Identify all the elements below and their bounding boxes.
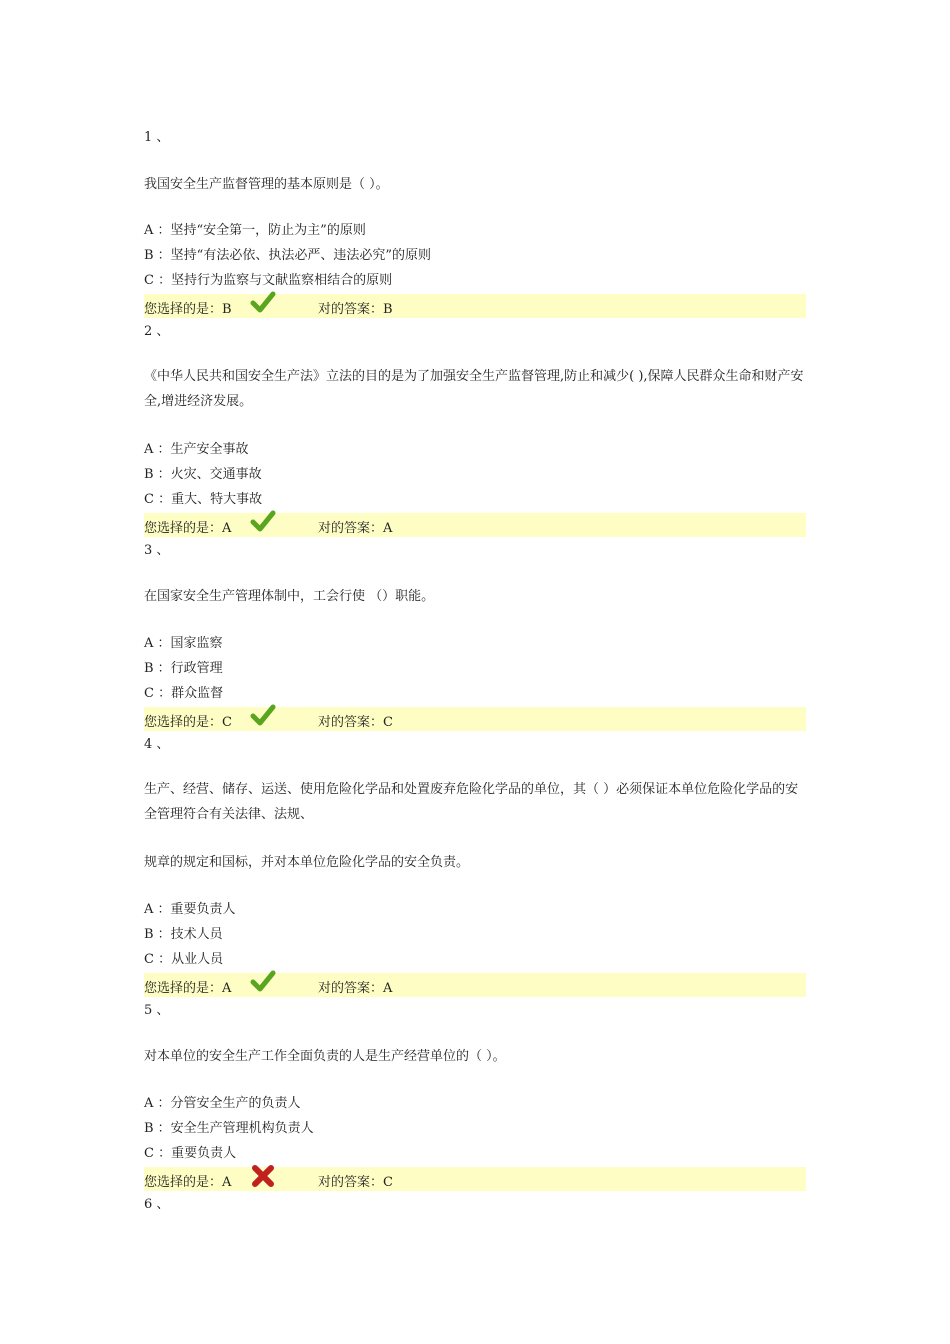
answer-result-bar bbox=[144, 707, 806, 731]
question-number: 4 、 bbox=[144, 737, 170, 752]
question-stem: 《中华人民共和国安全生产法》立法的目的是为了加强安全生产监督管理,防止和减少( ),保障人民群众生命和财产安全,增进经济发展。 bbox=[144, 369, 804, 409]
question-number: 2 、 bbox=[144, 324, 170, 339]
selected-answer: 您选择的是：C bbox=[144, 715, 232, 730]
selected-answer: 您选择的是：A bbox=[144, 981, 232, 996]
correct-answer: 对的答案：A bbox=[318, 521, 393, 536]
option-b: B ：安全生产管理机构负责人 bbox=[144, 1121, 314, 1136]
question-stem: 我国安全生产监督管理的基本原则是（ ）。 bbox=[144, 177, 389, 192]
option-a: A ：国家监察 bbox=[144, 636, 223, 651]
option-b: B ：行政管理 bbox=[144, 661, 223, 676]
option-b: B ：坚持“有法必依、执法必严、违法必究”的原则 bbox=[144, 248, 431, 263]
question-number: 5 、 bbox=[144, 1003, 170, 1018]
option-c: C ：坚持行为监察与文献监察相结合的原则 bbox=[144, 273, 393, 288]
option-b: B ：火灾、交通事故 bbox=[144, 467, 262, 482]
check-icon bbox=[250, 703, 276, 729]
option-a: A ：分管安全生产的负责人 bbox=[144, 1096, 301, 1111]
correct-answer: 对的答案：B bbox=[318, 302, 393, 317]
correct-answer: 对的答案：C bbox=[318, 715, 393, 730]
correct-answer: 对的答案：A bbox=[318, 981, 393, 996]
answer-result-bar bbox=[144, 513, 806, 537]
option-a: A ：坚持“安全第一，防止为主”的原则 bbox=[144, 223, 366, 238]
option-c: C ：重要负责人 bbox=[144, 1146, 237, 1161]
option-b: B ：技术人员 bbox=[144, 927, 223, 942]
question-stem-continued: 规章的规定和国标，并对本单位危险化学品的安全负责。 bbox=[144, 855, 470, 870]
selected-answer: 您选择的是：B bbox=[144, 302, 232, 317]
check-icon bbox=[250, 969, 276, 995]
check-icon bbox=[250, 290, 276, 316]
check-icon bbox=[250, 509, 276, 535]
correct-answer: 对的答案：C bbox=[318, 1175, 393, 1190]
answer-result-bar bbox=[144, 294, 806, 318]
cross-icon bbox=[250, 1163, 276, 1189]
question-number: 3 、 bbox=[144, 543, 170, 558]
question-number: 6 、 bbox=[144, 1197, 170, 1212]
question-number: 1 、 bbox=[144, 130, 170, 145]
option-c: C ：重大、特大事故 bbox=[144, 492, 263, 507]
answer-result-bar bbox=[144, 1167, 806, 1191]
option-c: C ：群众监督 bbox=[144, 686, 224, 701]
option-a: A ：生产安全事故 bbox=[144, 442, 249, 457]
question-stem: 在国家安全生产管理体制中，工会行使 （）职能。 bbox=[144, 589, 435, 604]
option-a: A ：重要负责人 bbox=[144, 902, 236, 917]
question-stem: 生产、经营、储存、运送、使用危险化学品和处置废弃危险化学品的单位，其（ ）必须保证本单位危险化学品的安全管理符合有关法律、法规、 bbox=[144, 782, 799, 822]
selected-answer: 您选择的是：A bbox=[144, 521, 232, 536]
question-stem: 对本单位的安全生产工作全面负责的人是生产经营单位的（ ）。 bbox=[144, 1049, 506, 1064]
selected-answer: 您选择的是：A bbox=[144, 1175, 232, 1190]
option-c: C ：从业人员 bbox=[144, 952, 224, 967]
answer-result-bar bbox=[144, 973, 806, 997]
